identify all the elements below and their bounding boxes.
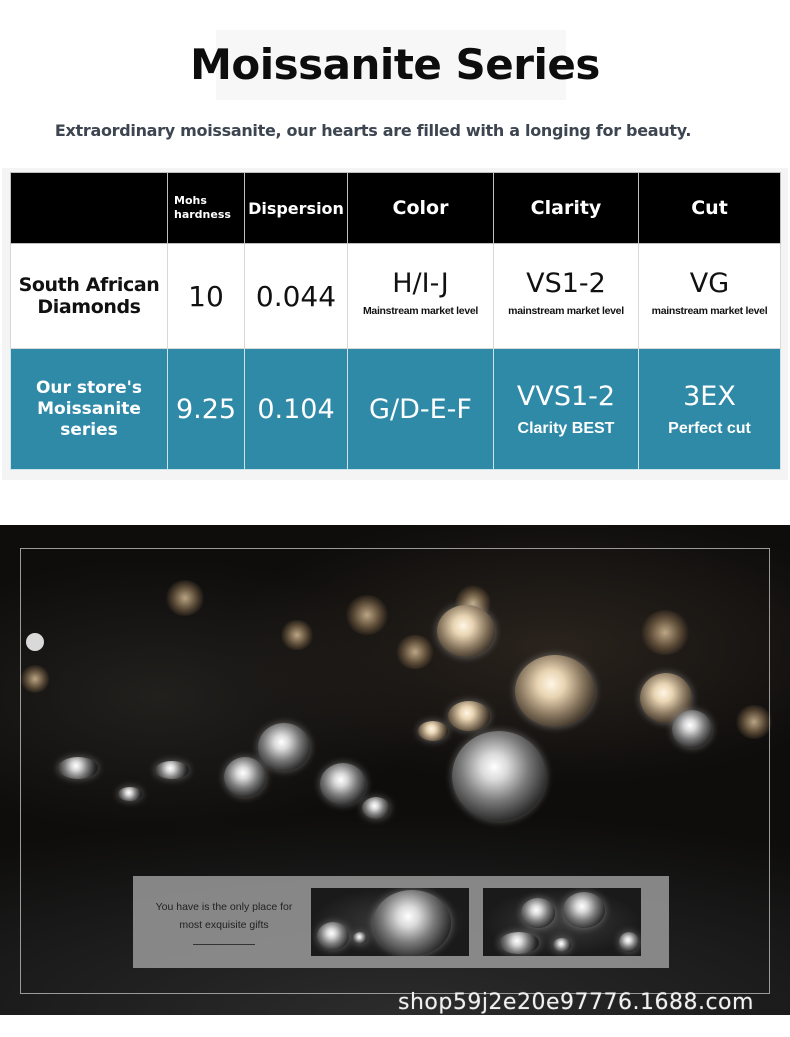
promo-thumbnail	[483, 888, 641, 956]
ours-dispersion: 0.104	[245, 349, 348, 470]
south-african-dispersion: 0.044	[245, 244, 348, 349]
south-african-color-cell	[348, 244, 494, 349]
diamond-gem	[619, 932, 639, 952]
header-mohs-hardness: Mohs hardness	[168, 173, 245, 244]
comparison-table	[10, 172, 781, 470]
ours-clarity-note: Clarity BEST	[517, 419, 615, 437]
promo-banner	[133, 876, 669, 968]
ours-clarity-cell	[494, 349, 639, 470]
promo-thumbnail	[311, 888, 469, 956]
page-title: Moissanite Series	[190, 40, 600, 89]
south-african-clarity-note: mainstream market level	[508, 304, 624, 317]
diamond-gem	[563, 892, 605, 928]
header-clarity: Clarity	[494, 173, 639, 244]
ours-cut: 3EX	[683, 380, 736, 412]
header-color: Color	[348, 173, 494, 244]
diamond-gem	[521, 898, 555, 928]
south-african-hardness: 10	[168, 244, 245, 349]
ours-cut-note: Perfect cut	[668, 419, 751, 437]
promo-text: You have is the only place for most exquisite gifts	[155, 901, 293, 931]
promo-divider	[193, 944, 255, 945]
page-subtitle: Extraordinary moissanite, our hearts are filled with a longing for beauty.	[54, 121, 692, 140]
table-row-south-african	[11, 244, 781, 349]
diamond-gem	[553, 938, 571, 952]
row-label-south-african: South African Diamonds	[11, 244, 168, 349]
header-dispersion: Dispersion	[245, 173, 348, 244]
diamond-gem	[353, 932, 367, 944]
ours-clarity: VVS1-2	[516, 380, 616, 412]
south-african-color: H/I-J	[392, 267, 449, 299]
header-cut: Cut	[639, 173, 781, 244]
south-african-cut-cell	[639, 244, 781, 349]
south-african-cut: VG	[689, 267, 730, 299]
diamond-gem	[499, 932, 539, 954]
diamond-photo	[0, 525, 790, 1015]
south-african-color-note: Mainstream market level	[362, 304, 479, 317]
ours-cut-cell	[639, 349, 781, 470]
south-african-cut-note: mainstream market level	[651, 304, 768, 317]
diamond-gem	[317, 922, 349, 950]
table-header-row	[11, 173, 781, 244]
south-african-clarity-cell	[494, 244, 639, 349]
ours-hardness: 9.25	[168, 349, 245, 470]
shop-watermark: shop59j2e20e97776.1688.com	[398, 990, 754, 1015]
ours-color: G/D-E-F	[348, 349, 494, 470]
south-african-clarity: VS1-2	[526, 267, 606, 299]
diamond-gem	[373, 890, 451, 956]
header-empty	[11, 173, 168, 244]
row-label-ours: Our store's Moissanite series	[11, 349, 168, 470]
table-row-ours	[11, 349, 781, 470]
